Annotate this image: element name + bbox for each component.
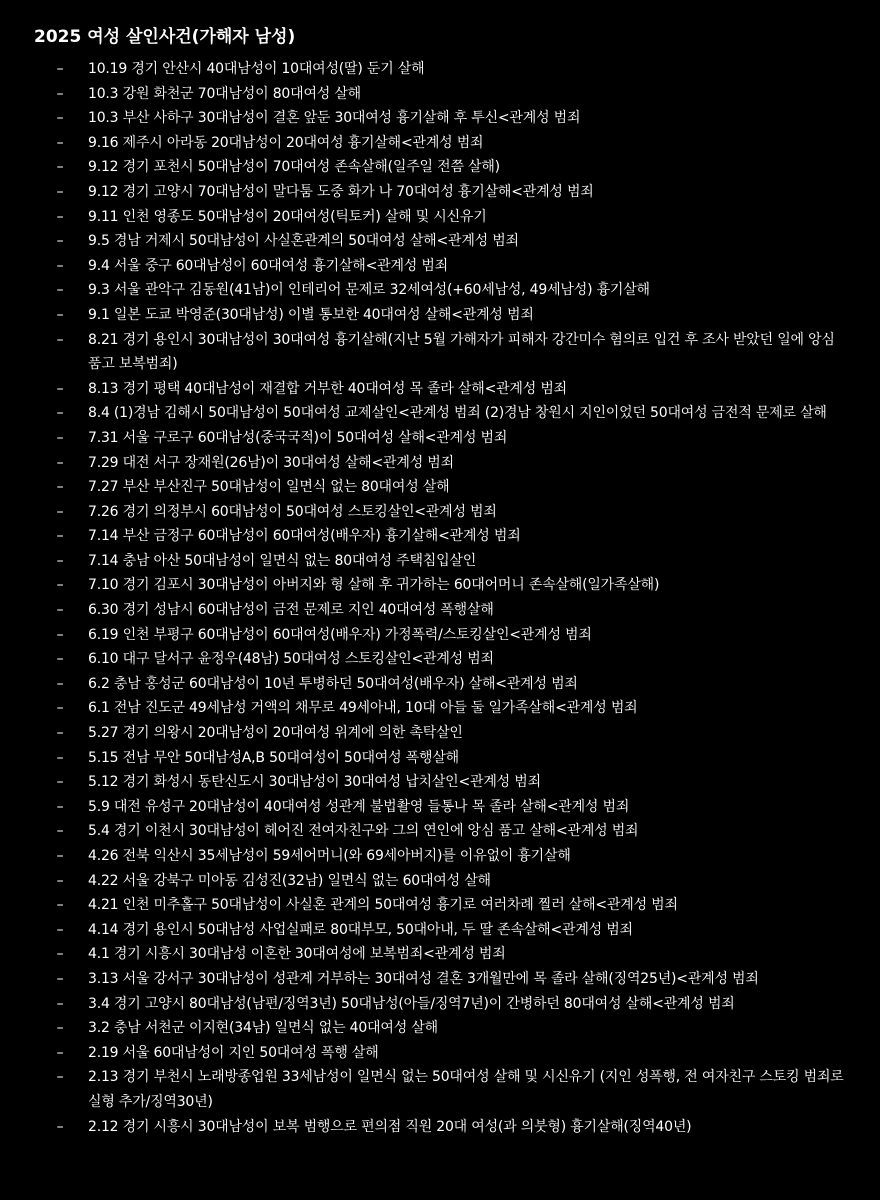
bullet-dash: – [56,257,64,274]
list-item-text: 9.12 경기 포천시 50대남성이 70대여성 존속살해(일주일 전쯤 살해) [88,159,500,176]
bullet-dash: – [56,946,64,963]
bullet-dash: – [56,675,64,692]
list-item-text: 5.27 경기 의왕시 20대남성이 20대여성 위계에 의한 촉탁살인 [88,725,463,742]
list-item-text: 9.5 경남 거제시 50대남성이 사실혼관계의 50대여성 살해<관계성 범죄 [88,233,519,250]
list-item-text: 7.31 서울 구로구 60대남성(중국국적)이 50대여성 살해<관계성 범죄 [88,429,508,446]
list-item-text: 6.30 경기 성남시 60대남성이 금전 문제로 지인 40대여성 폭행살해 [88,602,494,619]
list-item-text: 10.3 강원 화천군 70대남성이 80대여성 살해 [88,85,361,102]
list-item [34,303,850,328]
bullet-dash: – [56,749,64,766]
list-item [34,992,850,1017]
bullet-dash: – [56,208,64,225]
list-item-text: 9.11 인천 영종도 50대남성이 20대여성(틱토커) 살해 및 시신유기 [88,208,487,225]
list-item-text: 9.16 제주시 아라동 20대남성이 20대여성 흉기살해<관계성 범죄 [88,134,484,151]
list-item-text: 9.12 경기 고양시 70대남성이 말다툼 도중 화가 나 70대여성 흉기살해<관계성 범죄 [88,183,594,200]
document-title: 2025 여성 살인사건(가해자 남성) [34,27,296,47]
bullet-dash: – [56,626,64,643]
bullet-dash: – [56,61,64,77]
list-item [34,57,850,82]
bullet-dash: – [56,725,64,742]
list-item-text: 7.27 부산 부산진구 50대남성이 일면식 없는 80대여성 살해 [88,479,450,496]
bullet-dash: – [56,921,64,938]
list-item [34,549,850,574]
bullet-dash: – [56,798,64,815]
bullet-dash: – [56,110,64,127]
bullet-dash: – [56,528,64,545]
list-item-text: 4.21 인천 미추홀구 50대남성이 사실혼 관계의 50대여성 흉기로 여러차례 찔러 살해<관계성 범죄 [88,897,678,914]
list-item-text: 2.19 서울 60대남성이 지인 50대여성 폭행 살해 [88,1044,379,1061]
list-item [34,721,850,746]
list-item-text: 9.3 서울 관악구 김동원(41남)이 인테리어 문제로 32세여성(+60세남성, 49세남성) 흉기살해 [88,282,650,299]
list-item-text: 6.1 전남 진도군 49세남성 거액의 채무로 49세아내, 10대 아들 둘 일가족살해<관계성 범죄 [88,700,638,717]
list-item-text: 4.1 경기 시흥시 30대남성 이혼한 30대여성에 보복범죄<관계성 범죄 [88,946,506,963]
bullet-dash: – [56,405,64,422]
bullet-dash: – [56,848,64,864]
list-item-text: 2.13 경기 부천시 노래방종업원 33세남성이 일면식 없는 50대여성 살해 및 시신유기 (지인 성폭행, 전 여자친구 스토킹 범죄로 실형 추가/징역30년) [88,1069,844,1110]
list-item [34,106,850,131]
list-item [34,1115,850,1140]
bullet-dash: – [56,897,64,914]
list-item [34,401,850,426]
list-item-text: 8.21 경기 용인시 30대남성이 30대여성 흉기살해(지난 5월 가해자가 피해자 강간미수 혐의로 입건 후 조사 받았던 일에 앙심 품고 보복범죄) [88,331,835,373]
bullet-dash: – [56,1118,64,1135]
list-item-text: 9.4 서울 중구 60대남성이 60대여성 흉기살해<관계성 범죄 [88,257,449,274]
list-item [34,696,850,721]
bullet-dash: – [56,134,64,151]
list-item [34,573,850,598]
list-item [34,844,850,869]
list-item [34,229,850,254]
list-item [34,500,850,525]
list-item [34,205,850,230]
bullet-dash: – [56,306,64,323]
list-item [34,180,850,205]
bullet-dash: – [56,159,64,176]
list-item-text: 7.29 대전 서구 장재원(26남)이 30대여성 살해<관계성 범죄 [88,454,454,471]
list-item [34,1065,850,1114]
list-item [34,278,850,303]
bullet-dash: – [56,1069,64,1086]
bullet-dash: – [56,331,64,348]
list-item-text: 2.12 경기 시흥시 30대남성이 보복 범행으로 편의점 직원 20대 여성(과 의붓형) 흉기살해(징역40년) [88,1118,692,1135]
list-item-text: 6.10 대구 달서구 윤정우(48남) 50대여성 스토킹살인<관계성 범죄 [88,651,494,668]
list-item-text: 7.14 부산 금정구 60대남성이 60대여성(배우자) 흉기살해<관계성 범죄 [88,528,521,545]
list-item-text: 8.4 (1)경남 김해시 50대남성이 50대여성 교제살인<관계성 범죄 (2)경남 창원시 지인이었던 50대여성 금전적 문제로 살해 [88,405,827,422]
bullet-dash: – [56,479,64,496]
bullet-dash: – [56,651,64,668]
bullet-dash: – [56,1044,64,1061]
list-item [34,82,850,107]
list-item [34,819,850,844]
list-item [34,377,850,402]
list-item [34,672,850,697]
list-item [34,524,850,549]
list-item [34,155,850,180]
list-item-text: 5.9 대전 유성구 20대남성이 40대여성 성관계 불법촬영 들통나 목 졸라 살해<관계성 범죄 [88,798,630,815]
list-item [34,770,850,795]
list-item [34,451,850,476]
list-item-text: 6.19 인천 부평구 60대남성이 60대여성(배우자) 가정폭력/스토킹살인<관계성 범죄 [88,626,592,643]
list-item [34,475,850,500]
bullet-dash: – [56,970,64,987]
list-item-text: 8.13 경기 평택 40대남성이 재결합 거부한 40대여성 목 졸라 살해<관계성 범죄 [88,380,567,397]
list-item [34,328,850,377]
bullet-dash: – [56,577,64,594]
bullet-dash: – [56,85,64,102]
list-item-text: 5.15 전남 무안 50대남성A,B 50대여성이 50대여성 폭행살해 [88,749,459,766]
list-item [34,598,850,623]
list-item [34,647,850,672]
list-item-text: 7.10 경기 김포시 30대남성이 아버지와 형 살해 후 귀가하는 60대어머니 존속살해(일가족살해) [88,577,660,594]
list-item-text: 9.1 일본 도쿄 박영준(30대남성) 이별 통보한 40대여성 살해<관계성 범죄 [88,306,534,323]
list-item [34,746,850,771]
list-item [34,869,850,894]
list-item-text: 10.3 부산 사하구 30대남성이 결혼 앞둔 30대여성 흉기살해 후 투신<관계성 범죄 [88,110,581,127]
list-item-text: 4.14 경기 용인시 50대남성 사업실패로 80대부모, 50대아내, 두 딸 존속살해<관계성 범죄 [88,921,633,938]
bullet-dash: – [56,503,64,520]
list-item-text: 5.12 경기 화성시 동탄신도시 30대남성이 30대여성 납치살인<관계성 범죄 [88,774,541,791]
list-item [34,967,850,992]
bullet-dash: – [56,183,64,200]
list-item [34,1016,850,1041]
bullet-dash: – [56,602,64,619]
list-item-text: 4.22 서울 강북구 미아동 김성진(32남) 일면식 없는 60대여성 살해 [88,872,491,889]
list-item-text: 4.26 전북 익산시 35세남성이 59세어머니(와 69세아버지)를 이유없이 흉기살해 [88,848,571,864]
list-item [34,623,850,648]
bullet-dash: – [56,700,64,717]
list-item [34,131,850,156]
list-item-text: 3.4 경기 고양시 80대남성(남편/징역3년) 50대남성(아들/징역7년)이 간병하던 80대여성 살해<관계성 범죄 [88,995,735,1012]
list-item-text: 5.4 경기 이천시 30대남성이 헤어진 전여자친구와 그의 연인에 앙심 품고 살해<관계성 범죄 [88,823,639,840]
bullet-dash: – [56,282,64,299]
bullet-dash: – [56,233,64,250]
list-item [34,942,850,967]
bullet-dash: – [56,454,64,471]
list-item [34,918,850,943]
bullet-dash: – [56,552,64,569]
bullet-dash: – [56,1020,64,1037]
bullet-dash: – [56,380,64,397]
bullet-dash: – [56,872,64,889]
bullet-dash: – [56,823,64,840]
list-item-text: 7.14 충남 아산 50대남성이 일면식 없는 80대여성 주택침입살인 [88,552,477,569]
list-item [34,254,850,279]
list-item-text: 6.2 충남 홍성군 60대남성이 10년 투병하던 50대여성(배우자) 살해<관계성 범죄 [88,675,578,692]
list-item [34,1041,850,1066]
list-item [34,426,850,451]
bullet-dash: – [56,774,64,791]
bullet-dash: – [56,995,64,1012]
incident-list [34,57,850,1139]
list-item-text: 10.19 경기 안산시 40대남성이 10대여성(딸) 둔기 살해 [88,61,425,77]
list-item [34,795,850,820]
list-item-text: 7.26 경기 의정부시 60대남성이 50대여성 스토킹살인<관계성 범죄 [88,503,497,520]
list-item-text: 3.13 서울 강서구 30대남성이 성관계 거부하는 30대여성 결혼 3개월만에 목 졸라 살해(징역25년)<관계성 범죄 [88,970,759,987]
list-item [34,893,850,918]
bullet-dash: – [56,429,64,446]
list-item-text: 3.2 충남 서천군 이지현(34남) 일면식 없는 40대여성 살해 [88,1020,438,1037]
